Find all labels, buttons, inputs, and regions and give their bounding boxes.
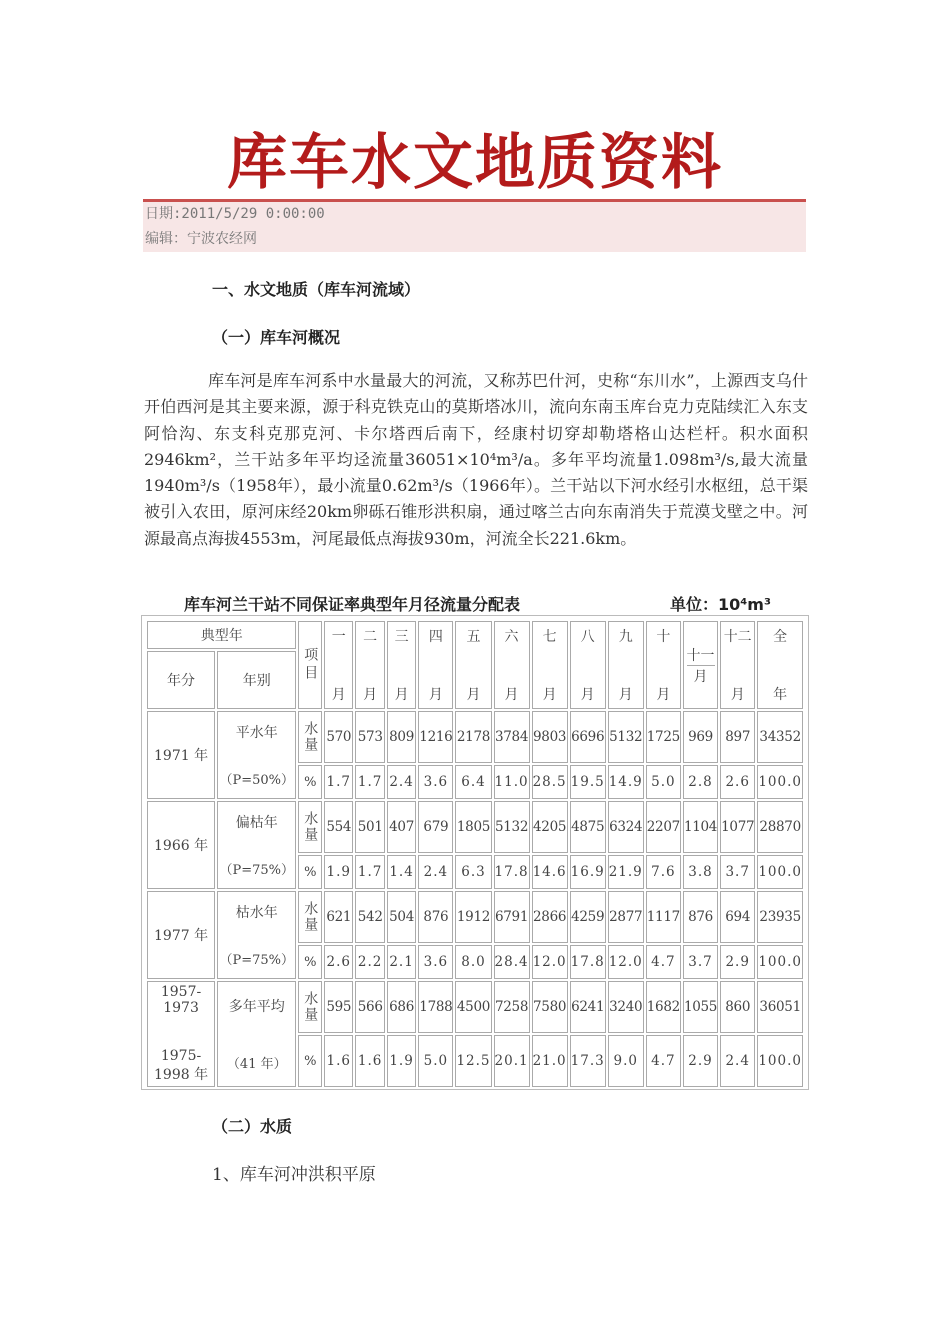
table-unit: 单位：10⁴m³ (670, 595, 771, 614)
cell-value: 407 (387, 801, 416, 853)
cell-value: 3.7 (720, 855, 755, 889)
cell-value: 14.9 (608, 765, 644, 799)
cell-value: 2.4 (387, 765, 416, 799)
cell-value: 5.0 (646, 765, 681, 799)
article-meta (143, 202, 806, 252)
cell-value: 876 (418, 891, 453, 943)
cell-value: 9803 (532, 711, 568, 763)
article-date: 日期:2011/5/29 0:00:00 (145, 206, 325, 222)
cell-value: 19.5 (570, 765, 606, 799)
cell-value: 23935 (757, 891, 803, 943)
cell-value: 7258 (494, 981, 530, 1033)
cell-value: 2178 (455, 711, 491, 763)
header-month-1: 一 月 (324, 621, 353, 709)
article-editor: 编辑：宁波农经网 (145, 231, 257, 247)
cell-value: 1117 (646, 891, 681, 943)
table-row (147, 891, 803, 943)
cell-value: 679 (418, 801, 453, 853)
row-water-label: 水量 (298, 981, 322, 1033)
cell-value: 28870 (757, 801, 803, 853)
cell-value: 542 (355, 891, 384, 943)
table-caption: 库车河兰干站不同保证率典型年月径流量分配表 (184, 595, 521, 614)
header-month-12: 十二 月 (720, 621, 755, 709)
cell-value: 876 (683, 891, 718, 943)
cell-value: 3240 (608, 981, 644, 1033)
header-month-6: 六 月 (494, 621, 530, 709)
row-water-label: 水量 (298, 891, 322, 943)
cell-value: 1788 (418, 981, 453, 1033)
cell-value: 1.6 (355, 1035, 384, 1087)
cell-value: 1.9 (324, 855, 353, 889)
cell-value: 1805 (455, 801, 491, 853)
cell-value: 3784 (494, 711, 530, 763)
cell-value: 2.8 (683, 765, 718, 799)
header-month-3: 三 月 (387, 621, 416, 709)
cell-value: 9.0 (608, 1035, 644, 1087)
cell-value: 570 (324, 711, 353, 763)
cell-value: 1.6 (324, 1035, 353, 1087)
cell-value: 4.7 (646, 1035, 681, 1087)
cell-value: 11.0 (494, 765, 530, 799)
header-month-8: 八 月 (570, 621, 606, 709)
cell-value: 4259 (570, 891, 606, 943)
cell-value: 100.0 (757, 855, 803, 889)
cell-value: 2.4 (720, 1035, 755, 1087)
runoff-table-frame (141, 615, 809, 1090)
section-heading-2: （一）库车河概况 (212, 328, 341, 347)
cell-value: 686 (387, 981, 416, 1033)
cell-value: 34352 (757, 711, 803, 763)
cell-value: 4500 (455, 981, 491, 1033)
cell-value: 6.3 (455, 855, 491, 889)
cell-value: 1.7 (355, 855, 384, 889)
cell-value: 1.4 (387, 855, 416, 889)
row-water-label: 水量 (298, 801, 322, 853)
cell-value: 12.5 (455, 1035, 491, 1087)
row-pct-label: % (298, 765, 322, 799)
cell-value: 809 (387, 711, 416, 763)
cell-value: 100.0 (757, 765, 803, 799)
header-month-9: 九 月 (608, 621, 644, 709)
cell-value: 4.7 (646, 945, 681, 979)
cell-value: 5132 (608, 711, 644, 763)
cell-value: 566 (355, 981, 384, 1033)
cell-value: 501 (355, 801, 384, 853)
header-type: 年别 (217, 651, 296, 709)
header-full-year: 全 年 (757, 621, 803, 709)
cell-value: 504 (387, 891, 416, 943)
cell-value: 1104 (683, 801, 718, 853)
cell-value: 21.9 (608, 855, 644, 889)
row-year: 1971 年 (147, 711, 215, 799)
cell-value: 14.6 (532, 855, 568, 889)
row-type: 平水年 （P=50%） (217, 711, 296, 799)
cell-value: 1077 (720, 801, 755, 853)
cell-value: 8.0 (455, 945, 491, 979)
cell-value: 6241 (570, 981, 606, 1033)
table-row (147, 711, 803, 763)
cell-value: 2.2 (355, 945, 384, 979)
cell-value: 4875 (570, 801, 606, 853)
cell-value: 5132 (494, 801, 530, 853)
cell-value: 7580 (532, 981, 568, 1033)
cell-value: 12.0 (532, 945, 568, 979)
row-pct-label: % (298, 945, 322, 979)
section-heading-1: 一、水文地质（库车河流域） (212, 280, 421, 299)
cell-value: 2.4 (418, 855, 453, 889)
cell-value: 1.7 (355, 765, 384, 799)
cell-value: 621 (324, 891, 353, 943)
cell-value: 1.7 (324, 765, 353, 799)
body-paragraph: 库车河是库车河系中水量最大的河流，又称苏巴什河，史称“东川水”，上源西支乌什开伯西河是其主要来源，源于科克铁克山的莫斯塔冰川，流向东南玉库台克力克陆续汇入东支阿恰沟、东支科克那克河、卡尔塔西后南下，经康村切穿却勒塔格山达栏杆。积水面积2946km²，兰干站多年平均迳流量36051×10⁴m³/a。多年平均流量1.098m³/s,最大流量1940m³/s（1958年），最小流量0.62m³/s（1966年）。兰干站以下河水经引水枢纽，总干渠被引入农田，原河床经20km卵砾石锥形洪积扇，通过喀兰古向东南消失于荒漠戈壁之中。河源最高点海拔4553m，河尾最低点海拔930m，河流全长221.6km。 (144, 371, 808, 548)
cell-value: 100.0 (757, 945, 803, 979)
cell-value: 4205 (532, 801, 568, 853)
cell-value: 6324 (608, 801, 644, 853)
cell-value: 2866 (532, 891, 568, 943)
cell-value: 1.9 (387, 1035, 416, 1087)
header-month-5: 五 月 (455, 621, 491, 709)
cell-value: 2.9 (683, 1035, 718, 1087)
cell-value: 20.1 (494, 1035, 530, 1087)
article-title: 库车水文地质资料 (227, 128, 723, 198)
cell-value: 36051 (757, 981, 803, 1033)
row-water-label: 水量 (298, 711, 322, 763)
header-typical-year: 典型年 (147, 621, 296, 649)
row-year: 1957-1973 1975-1998 年 (147, 981, 215, 1087)
cell-value: 17.3 (570, 1035, 606, 1087)
cell-value: 17.8 (494, 855, 530, 889)
cell-value: 21.0 (532, 1035, 568, 1087)
cell-value: 28.5 (532, 765, 568, 799)
cell-value: 2.9 (720, 945, 755, 979)
cell-value: 2207 (646, 801, 681, 853)
cell-value: 3.7 (683, 945, 718, 979)
cell-value: 2.6 (720, 765, 755, 799)
cell-value: 6791 (494, 891, 530, 943)
cell-value: 100.0 (757, 1035, 803, 1087)
cell-value: 573 (355, 711, 384, 763)
cell-value: 12.0 (608, 945, 644, 979)
cell-value: 2.6 (324, 945, 353, 979)
cell-value: 1725 (646, 711, 681, 763)
cell-value: 5.0 (418, 1035, 453, 1087)
cell-value: 860 (720, 981, 755, 1033)
cell-value: 1682 (646, 981, 681, 1033)
cell-value: 28.4 (494, 945, 530, 979)
row-pct-label: % (298, 855, 322, 889)
row-pct-label: % (298, 1035, 322, 1087)
cell-value: 2.1 (387, 945, 416, 979)
header-month-2: 二 月 (355, 621, 384, 709)
row-year: 1977 年 (147, 891, 215, 979)
cell-value: 1912 (455, 891, 491, 943)
cell-value: 6.4 (455, 765, 491, 799)
cell-value: 554 (324, 801, 353, 853)
section-heading-3: （二）水质 (212, 1117, 293, 1136)
cell-value: 595 (324, 981, 353, 1033)
row-type: 枯水年 （P=75%） (217, 891, 296, 979)
cell-value: 16.9 (570, 855, 606, 889)
row-type: 偏枯年 （P=75%） (217, 801, 296, 889)
header-item: 项目 (298, 621, 322, 709)
cell-value: 897 (720, 711, 755, 763)
cell-value: 2877 (608, 891, 644, 943)
table-row (147, 801, 803, 853)
cell-value: 969 (683, 711, 718, 763)
header-month-7: 七 月 (532, 621, 568, 709)
header-year: 年分 (147, 651, 215, 709)
row-type: 多年平均 （41 年） (217, 981, 296, 1087)
cell-value: 1216 (418, 711, 453, 763)
header-month-11: 十一 月 (683, 621, 718, 709)
table-header-row-1 (147, 621, 803, 649)
cell-value: 1055 (683, 981, 718, 1033)
row-year: 1966 年 (147, 801, 215, 889)
header-month-10: 十 月 (646, 621, 681, 709)
list-item: 1、库车河冲洪积平原 (212, 1165, 376, 1185)
cell-value: 3.6 (418, 765, 453, 799)
cell-value: 6696 (570, 711, 606, 763)
header-month-4: 四 月 (418, 621, 453, 709)
cell-value: 17.8 (570, 945, 606, 979)
cell-value: 3.6 (418, 945, 453, 979)
cell-value: 3.8 (683, 855, 718, 889)
cell-value: 7.6 (646, 855, 681, 889)
runoff-table (145, 619, 805, 1089)
table-row (147, 981, 803, 1033)
cell-value: 694 (720, 891, 755, 943)
